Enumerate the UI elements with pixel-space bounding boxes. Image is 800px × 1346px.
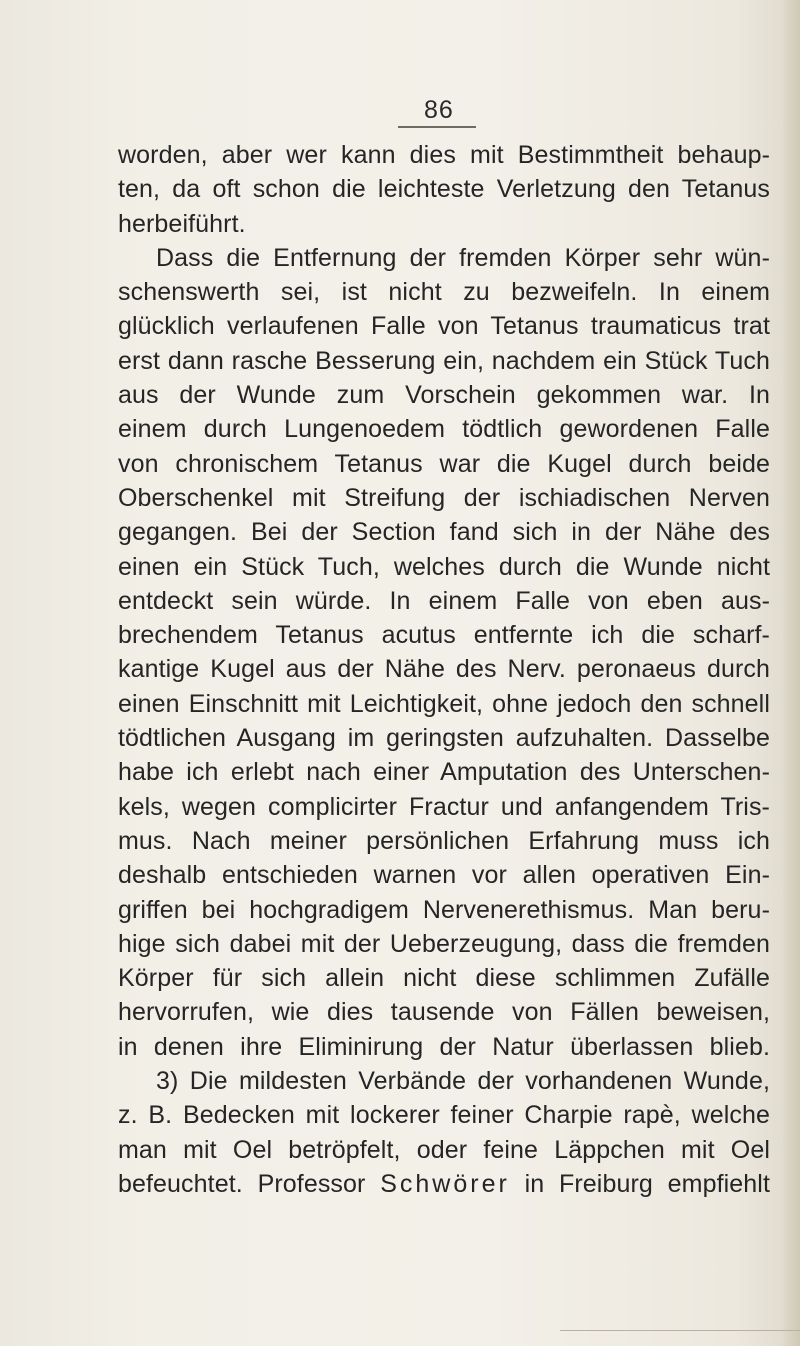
- text-line-20: kels, wegen complicirter Fractur und anfangendem Tris-: [118, 792, 770, 821]
- text-line-30: man mit Oel betröpfelt, oder feine Läppchen mit Oel: [118, 1135, 770, 1164]
- text-line-6: glücklich verlaufenen Falle von Tetanus traumaticus trat: [118, 312, 770, 341]
- text-line-2: ten, da oft schon die leichteste Verletzung den Tetanus: [118, 175, 770, 204]
- text-line-9: einem durch Lungenoedem tödtlich gewordenen Falle: [118, 415, 770, 444]
- text-line-22: deshalb entschieden warnen vor allen operativen Ein-: [118, 861, 770, 890]
- text-line-24: hige sich dabei mit der Ueberzeugung, dass die fremden: [118, 929, 770, 958]
- text-line-12: gegangen. Bei der Section fand sich in der Nähe des: [118, 518, 770, 547]
- text-line-28: 3) Die mildesten Verbände der vorhandenen Wunde,: [156, 1067, 770, 1096]
- text-line-29: z. B. Bedecken mit lockerer feiner Charpie rapè, welche: [118, 1101, 770, 1130]
- bottom-edge-line: [560, 1330, 800, 1331]
- author-name-spaced: Schwörer: [380, 1169, 510, 1198]
- text-line-4: Dass die Entfernung der fremden Körper sehr wün-: [156, 243, 770, 272]
- text-line-26: hervorrufen, wie dies tausende von Fällen beweisen,: [118, 998, 770, 1027]
- text-line-3: herbeiführt.: [118, 209, 246, 238]
- text-line-7: erst dann rasche Besserung ein, nachdem ein Stück Tuch: [118, 346, 770, 375]
- text-line-15: brechendem Tetanus acutus entfernte ich die scharf-: [118, 621, 770, 650]
- text-line-27: in denen ihre Eliminirung der Natur überlassen blieb.: [118, 1032, 770, 1061]
- text-line-18: tödtlichen Ausgang im geringsten aufzuhalten. Dasselbe: [118, 724, 770, 753]
- text-line-5: schenswerth sei, ist nicht zu bezweifeln. In einem: [118, 278, 770, 307]
- page-edge-shadow: [782, 0, 800, 1346]
- text-line-8: aus der Wunde zum Vorschein gekommen war. In: [118, 381, 770, 410]
- text-line-11: Oberschenkel mit Streifung der ischiadischen Nerven: [118, 483, 770, 512]
- text-line-10: von chronischem Tetanus war die Kugel durch beide: [118, 449, 770, 478]
- text-line-31-start: befeuchtet. Professor: [118, 1169, 366, 1198]
- text-line-17: einen Einschnitt mit Leichtigkeit, ohne jedoch den schnell: [118, 689, 770, 718]
- text-line-23: griffen bei hochgradigem Nervenerethismus. Man beru-: [118, 895, 770, 924]
- text-line-16: kantige Kugel aus der Nähe des Nerv. peronaeus durch: [118, 655, 770, 684]
- page-number-underline: [398, 126, 476, 128]
- text-line-21: mus. Nach meiner persönlichen Erfahrung muss ich: [118, 826, 770, 855]
- body-text: [118, 138, 770, 1201]
- text-line-25: Körper für sich allein nicht diese schlimmen Zufälle: [118, 964, 770, 993]
- page-number: 86: [424, 96, 454, 124]
- text-line-13: einen ein Stück Tuch, welches durch die Wunde nicht: [118, 552, 770, 581]
- text-line-1: worden, aber wer kann dies mit Bestimmtheit behaup-: [118, 141, 770, 169]
- text-line-31-end: in Freiburg empfiehlt: [524, 1169, 770, 1198]
- text-line-19: habe ich erlebt nach einer Amputation des Unterschen-: [118, 758, 770, 787]
- text-line-14: entdeckt sein würde. In einem Falle von eben aus-: [118, 586, 770, 615]
- text-line-31: [118, 1167, 770, 1201]
